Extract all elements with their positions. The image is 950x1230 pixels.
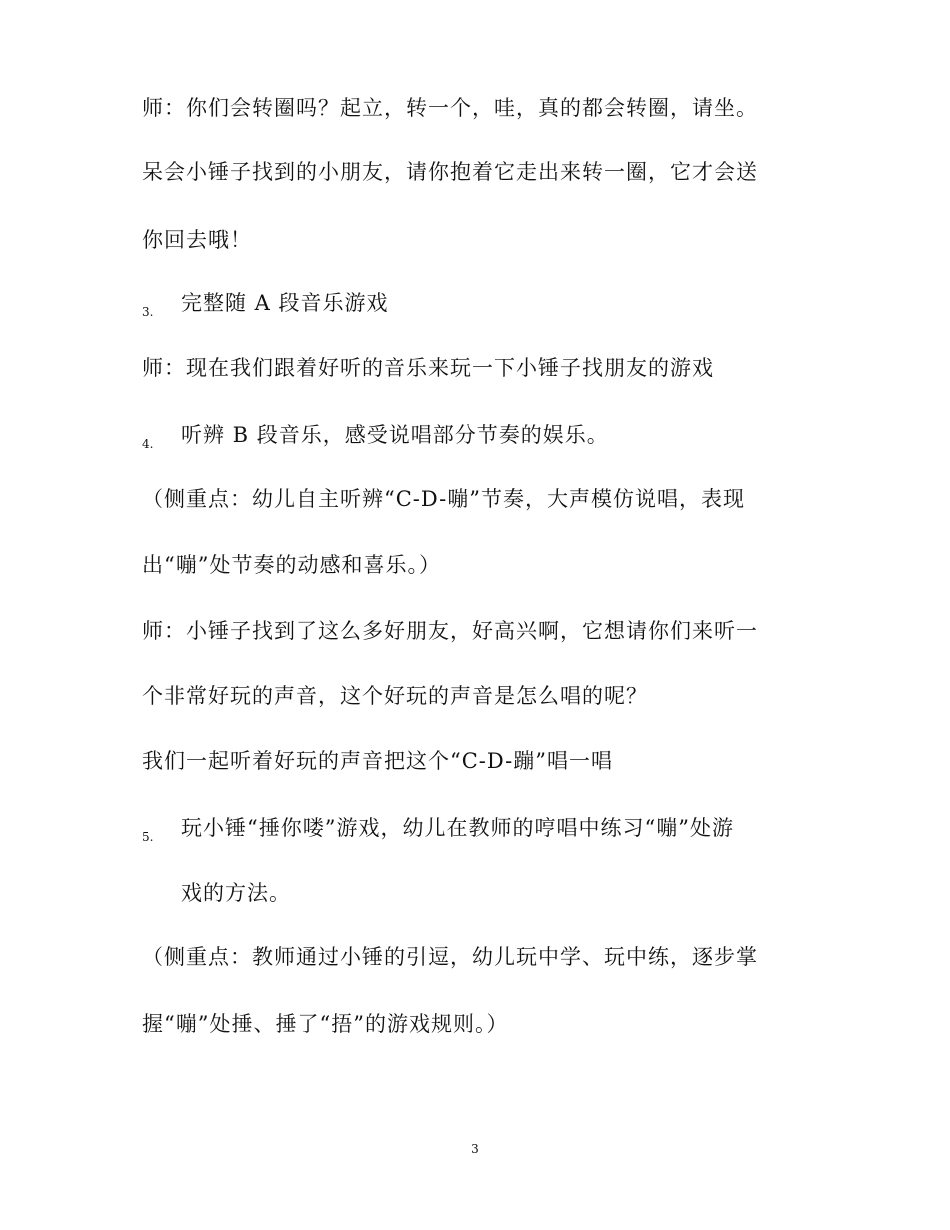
list-item-text-continued: 戏的方法。	[181, 881, 291, 905]
paragraph-line: 师：小锤子找到了这么多好朋友，好高兴啊，它想请你们来听一	[142, 619, 758, 643]
page-number: 3	[471, 1142, 479, 1156]
paragraph-line: （侧重点：幼儿自主听辨“C-D-嘣”节奏，大声模仿说唱，表现	[142, 487, 745, 511]
list-item-text: 玩小锤“捶你喽”游戏，幼儿在教师的哼唱中练习“嘣”处游	[181, 816, 734, 840]
paragraph-line: 握“嘣”处捶、捶了“捂”的游戏规则。）	[142, 1012, 509, 1036]
paragraph-line: 师：现在我们跟着好听的音乐来玩一下小锤子找朋友的游戏	[142, 356, 714, 380]
list-number: 4.	[142, 437, 154, 451]
list-number: 3.	[142, 305, 154, 319]
list-item-text: 听辨 B 段音乐，感受说唱部分节奏的娱乐。	[181, 423, 609, 447]
list-item-text: 完整随 A 段音乐游戏	[181, 291, 389, 315]
paragraph-line: 个非常好玩的声音，这个好玩的声音是怎么唱的呢？	[142, 684, 648, 708]
paragraph-line: （侧重点：教师通过小锤的引逗，幼儿玩中学、玩中练，逐步掌	[142, 945, 758, 969]
paragraph-line: 你回去哦！	[142, 228, 252, 252]
paragraph-line: 呆会小锤子找到的小朋友，请你抱着它走出来转一圈，它才会送	[142, 160, 758, 184]
paragraph-line: 出“嘣”处节奏的动感和喜乐。）	[142, 553, 441, 577]
list-number: 5.	[142, 830, 154, 844]
paragraph-line: 我们一起听着好玩的声音把这个“C-D-蹦”唱一唱	[142, 749, 613, 773]
paragraph-line: 师：你们会转圈吗？起立，转一个，哇，真的都会转圈，请坐。	[142, 96, 758, 120]
